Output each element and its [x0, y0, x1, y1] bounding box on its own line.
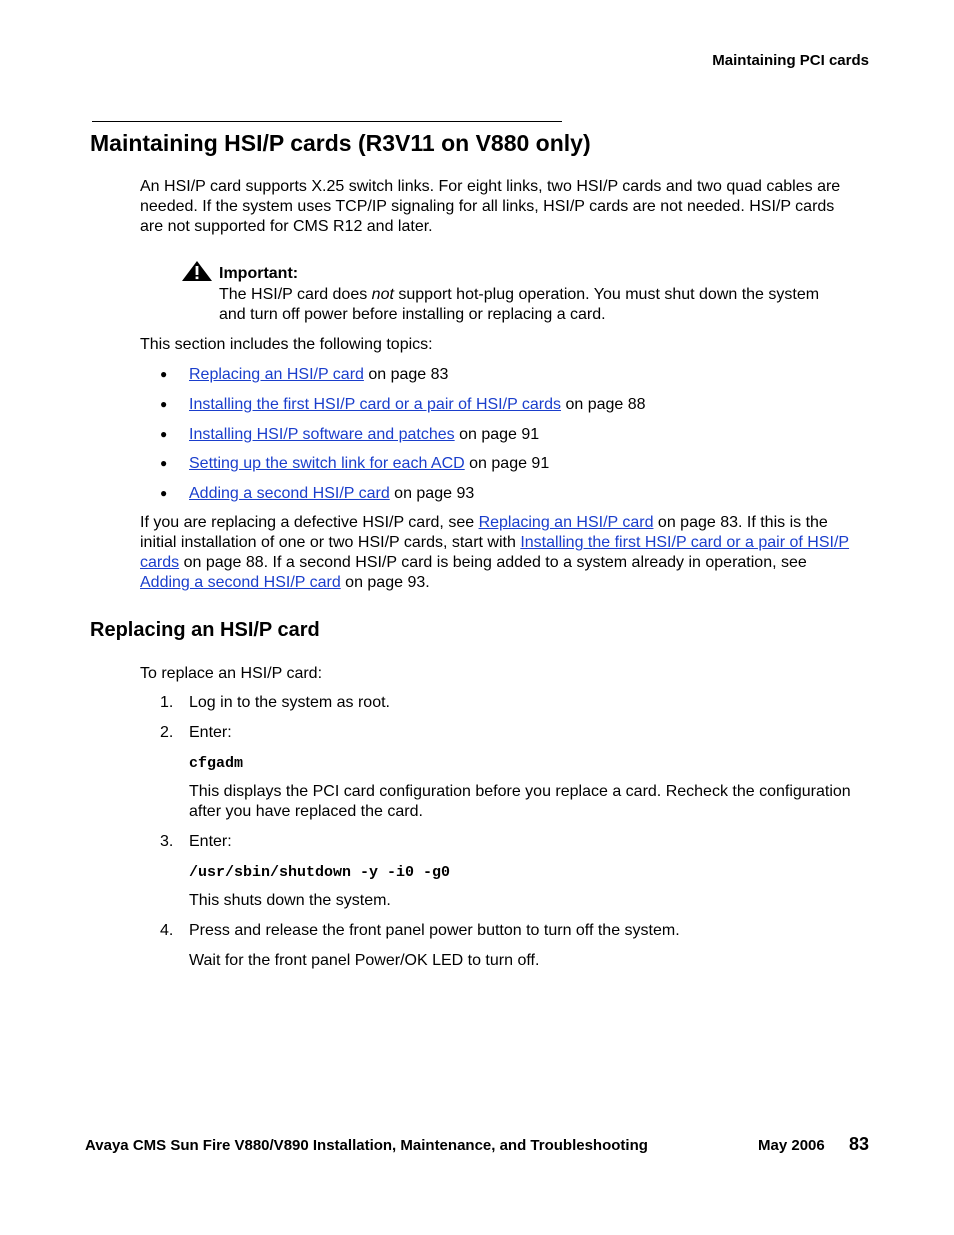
list-item: ● Setting up the switch link for each ACD on page 91: [160, 455, 550, 472]
bullet-icon: ●: [160, 456, 168, 470]
topic-link-switch-link[interactable]: Setting up the switch link for each ACD: [189, 455, 465, 472]
bullet-icon: ●: [160, 397, 168, 411]
list-item: ● Installing the first HSI/P card or a pair of HSI/P cards on page 88: [160, 396, 646, 413]
title-rule: [92, 121, 562, 122]
important-label: Important:: [219, 265, 299, 282]
running-header: Maintaining PCI cards: [712, 52, 869, 69]
section-heading: Replacing an HSI/P card: [90, 619, 320, 641]
step-note: This shuts down the system.: [189, 892, 391, 909]
footer-date: May 2006: [758, 1137, 825, 1154]
replace-intro: To replace an HSI/P card:: [140, 665, 323, 682]
step-item: 4. Press and release the front panel power button to turn off the system.: [160, 922, 680, 939]
step-note: This displays the PCI card configuration before you replace a card. Recheck the configuration after you have replaced the card.: [189, 783, 851, 820]
guidance-link-replacing[interactable]: Replacing an HSI/P card: [478, 514, 654, 531]
guidance-paragraph: If you are replacing a defective HSI/P card, see Replacing an HSI/P card on page 83. If this is the initial installation of one or two HSI/P cards, start with Installing the first HSI/P card or a pair of HSI/P cards on page 88. If a second HSI/P card is being added to a system already in operation, see Adding a second HSI/P card on page 93.: [140, 514, 850, 591]
page-number: 83: [849, 1134, 870, 1154]
step-item: 2. Enter:: [160, 724, 232, 741]
topic-link-replacing[interactable]: Replacing an HSI/P card: [189, 366, 364, 383]
step-item: 3. Enter:: [160, 833, 232, 850]
intro-paragraph: An HSI/P card supports X.25 switch links. For eight links, two HSI/P cards and two quad cables are needed. If the system uses TCP/IP signaling for all links, HSI/P cards are not needed. HSI/P cards are not supported for CMS R12 and later.: [140, 178, 841, 235]
step-item: 1. Log in to the system as root.: [160, 694, 390, 711]
topic-link-adding-second[interactable]: Adding a second HSI/P card: [189, 485, 390, 502]
topic-link-software[interactable]: Installing HSI/P software and patches: [189, 426, 455, 443]
topics-intro: This section includes the following topics:: [140, 336, 433, 353]
page-title: Maintaining HSI/P cards (R3V11 on V880 only): [90, 130, 591, 156]
list-item: ● Adding a second HSI/P card on page 93: [160, 485, 475, 502]
bullet-icon: ●: [160, 427, 168, 441]
bullet-icon: ●: [160, 486, 168, 500]
footer-doc-title: Avaya CMS Sun Fire V880/V890 Installation, Maintenance, and Troubleshooting: [85, 1137, 648, 1154]
important-text: The HSI/P card does not support hot-plug operation. You must shut down the system and turn off power before installing or replacing a card.: [219, 286, 820, 323]
topic-link-installing-first[interactable]: Installing the first HSI/P card or a pair of HSI/P cards: [189, 396, 562, 413]
command-code: cfgadm: [189, 755, 244, 772]
guidance-link-adding-second[interactable]: Adding a second HSI/P card: [140, 574, 341, 591]
list-item: ● Installing HSI/P software and patches on page 91: [160, 426, 540, 443]
bullet-icon: ●: [160, 367, 168, 381]
step-note: Wait for the front panel Power/OK LED to turn off.: [189, 952, 540, 969]
command-code: /usr/sbin/shutdown -y -i0 -g0: [189, 864, 451, 881]
warning-icon: [181, 260, 213, 282]
guidance-link-installing-first[interactable]: Installing the first HSI/P card or a pair of HSI/P cards: [140, 534, 850, 571]
list-item: ● Replacing an HSI/P card on page 83: [160, 366, 449, 383]
